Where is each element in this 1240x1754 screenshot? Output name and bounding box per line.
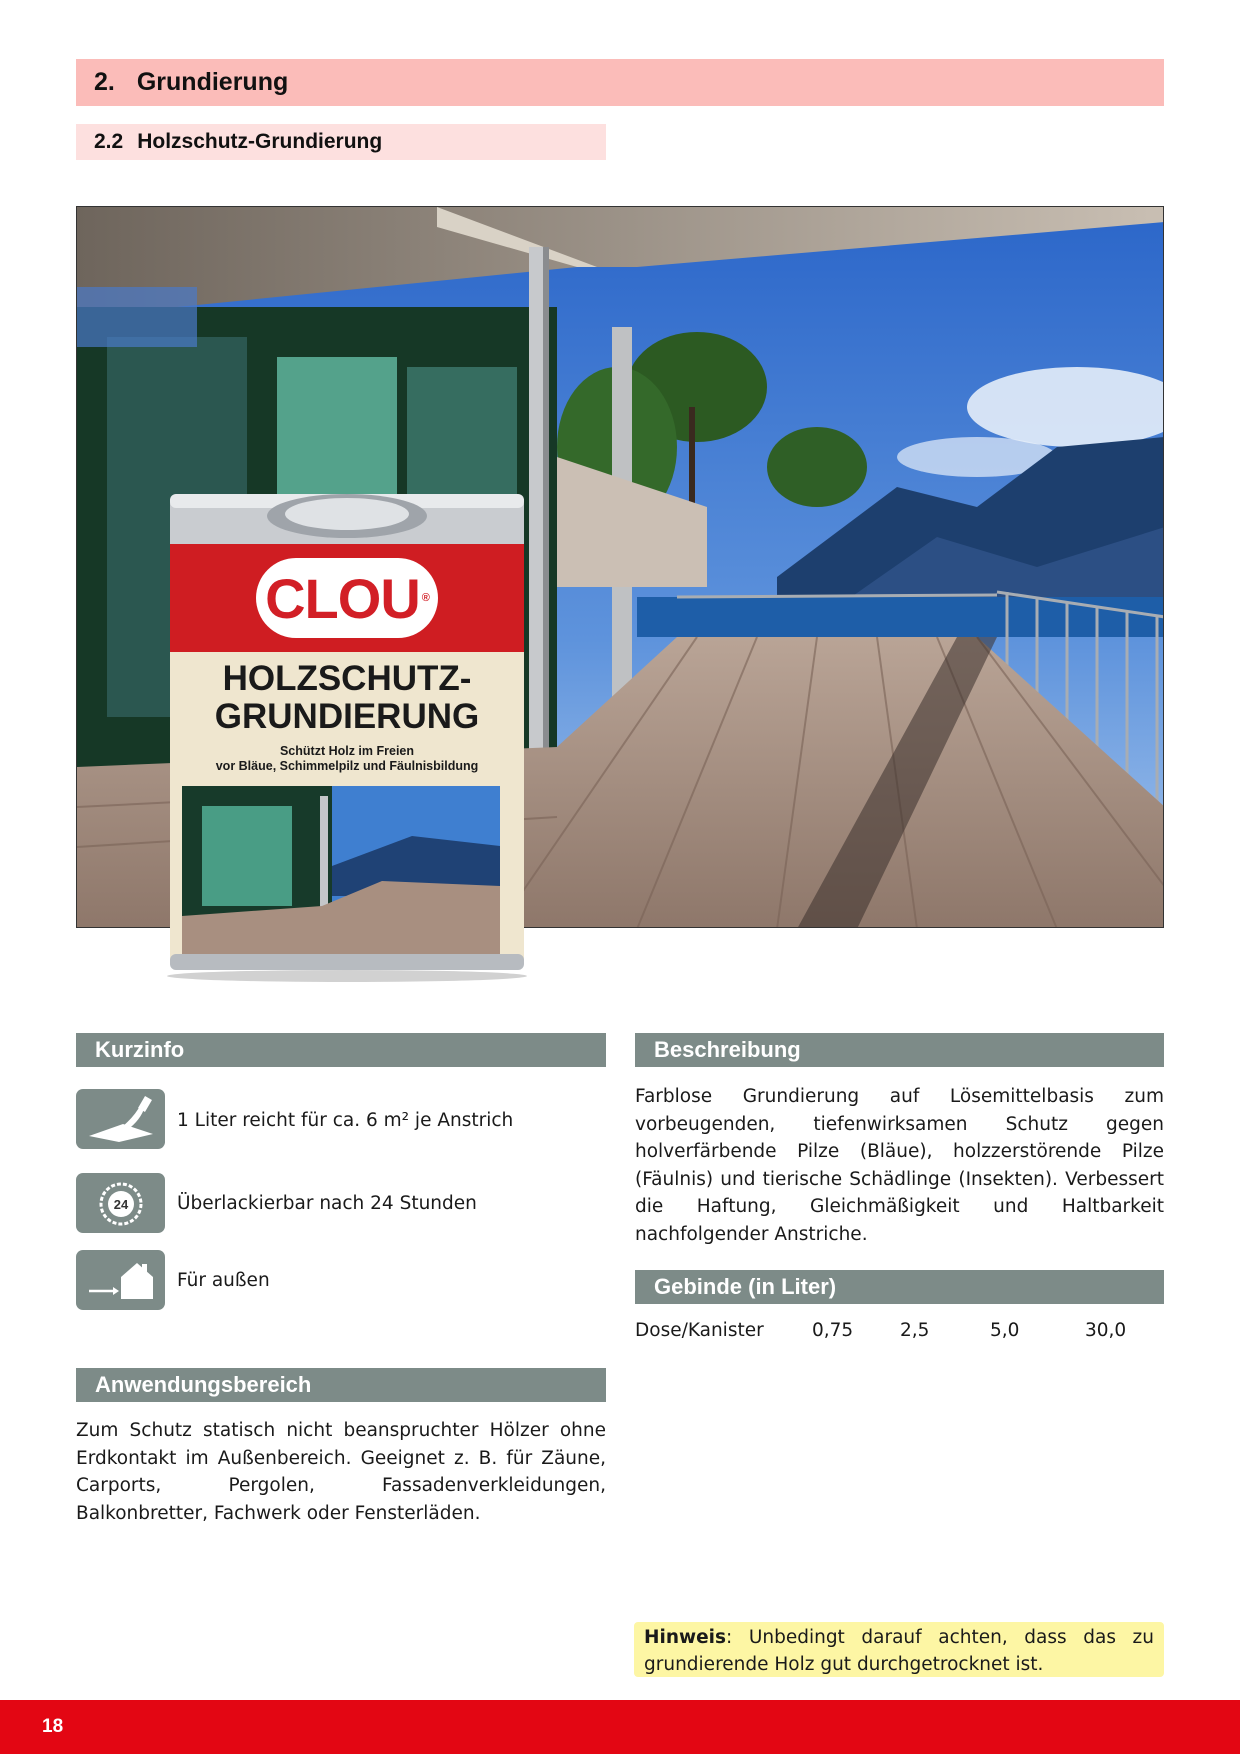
product-name-line1: HOLZSCHUTZ- xyxy=(222,659,472,698)
house-outdoor-icon xyxy=(76,1250,165,1310)
brand-logo xyxy=(256,558,438,638)
kurzinfo-heading: Kurzinfo xyxy=(76,1033,606,1067)
gebinde-heading: Gebinde (in Liter) xyxy=(635,1270,1164,1304)
hinweis-label: Hinweis xyxy=(644,1627,726,1648)
subsection-number: 2.2 xyxy=(94,130,124,153)
brand-name: CLOU xyxy=(265,566,420,630)
gebinde-label: Dose/Kanister xyxy=(635,1320,764,1341)
anwendungsbereich-heading: Anwendungsbereich xyxy=(76,1368,606,1402)
anwendungsbereich-text: Zum Schutz statisch nicht beanspruchter Hölzer ohne Erdkontakt im Außenbereich. Geeignet z. B. für Zäune, Carports, Pergolen, Fassadenverkleidungen, Balkonbretter, Fachwerk oder Fensterläden. xyxy=(76,1420,606,1524)
hinweis-text: : Unbedingt darauf achten, dass das zu grundierende Holz gut durchgetrocknet ist. xyxy=(644,1627,1154,1675)
can-bottom-rim xyxy=(162,954,532,984)
beschreibung-text: Farblose Grundierung auf Lösemittelbasis zum vorbeugenden, tiefenwirksamen Schutz gegen holverfärbende Pilze (Bläue), holzzerstörende Pilze (Fäulnis) und tierische Schädlinge (Insekten). Verbessert die Haftung, Gleichmäßigkeit und Haltbarkeit nachfolgender Anstriche. xyxy=(635,1086,1164,1245)
section-heading xyxy=(76,59,1164,106)
timer-24-icon xyxy=(76,1173,165,1233)
timer-24-label: 24 xyxy=(113,1197,128,1212)
kurzinfo-overcoat-text: Überlackierbar nach 24 Stunden xyxy=(177,1193,477,1214)
gebinde-size: 30,0 xyxy=(1085,1320,1127,1341)
subsection-heading xyxy=(76,124,606,160)
beschreibung-heading: Beschreibung xyxy=(635,1033,1164,1067)
page-number: 18 xyxy=(42,1716,64,1737)
page-footer xyxy=(0,1700,1240,1754)
product-claim-line1: Schützt Holz im Freien xyxy=(279,744,415,758)
gebinde-size: 2,5 xyxy=(900,1320,930,1341)
section-title: Grundierung xyxy=(136,68,289,96)
paint-brush-icon xyxy=(76,1089,165,1149)
kurzinfo-coverage-text: 1 Liter reicht für ca. 6 m² je Anstrich xyxy=(177,1110,514,1131)
product-claim xyxy=(170,744,524,774)
product-name-line2: GRUNDIERUNG xyxy=(214,697,480,736)
trademark-mark: ® xyxy=(421,592,429,604)
gebinde-size: 5,0 xyxy=(990,1320,1020,1341)
product-claim-line2: vor Bläue, Schimmelpilz und Fäulnisbildung xyxy=(215,759,479,773)
subsection-title: Holzschutz-Grundierung xyxy=(137,130,383,153)
can-label xyxy=(170,544,524,964)
kurzinfo-outdoor-text: Für außen xyxy=(177,1270,270,1291)
can-label-photo xyxy=(182,786,500,958)
gebinde-row xyxy=(635,1320,1164,1348)
gebinde-size: 0,75 xyxy=(812,1320,854,1341)
section-number: 2. xyxy=(94,68,115,96)
hinweis-note xyxy=(634,1622,1164,1677)
product-name xyxy=(170,660,524,736)
product-can-image xyxy=(162,484,532,984)
